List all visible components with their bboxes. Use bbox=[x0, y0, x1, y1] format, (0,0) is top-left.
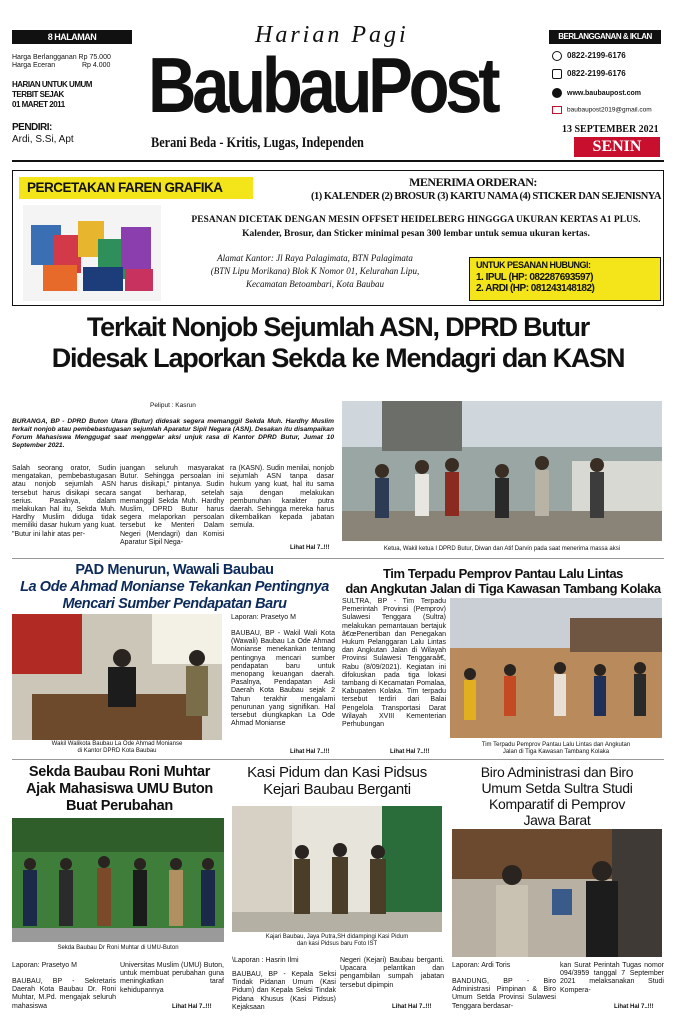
story6-reporter: Laporan: Ardi Toris bbox=[452, 962, 511, 969]
contact-2: 2. ARDI (HP: 081243148182) bbox=[476, 283, 595, 294]
ad-address-2: (BTN Lipu Morikana) Blok K Nomor 01, Kelurahan Lipu, bbox=[210, 266, 420, 276]
founder-label: PENDIRI: bbox=[12, 122, 52, 133]
story4-col-2: Universitas Muslim (UMU) Buton, untuk membuat perubahan guna meningkatkan taraf kehidupannya bbox=[120, 962, 224, 994]
ad-print-line-1: PESANAN DICETAK DENGAN MESIN OFFSET HEIDELBERG HINGGGA UKURAN KERTAS A1 PLUS. bbox=[191, 215, 641, 225]
story6-col-1: BANDUNG, BP - Biro Administrasi Pimpinan & Biro Umum Setda Provinsi Sulawesi Tenggara berdasar- bbox=[452, 978, 556, 1010]
newspaper-name bbox=[148, 38, 496, 133]
story6-headline-line-1: Biro Administrasi dan Biro bbox=[480, 764, 634, 780]
story4-caption: Sekda Baubau Dr Roni Muhtar di UMU-Buton bbox=[57, 945, 179, 951]
subscribe-label: BERLANGGANAN & IKLAN bbox=[549, 30, 661, 44]
story6-headline bbox=[450, 764, 664, 828]
story2-reporter: Laporan: Prasetyo M bbox=[231, 614, 296, 621]
daily-line-3: 01 MARET 2011 bbox=[12, 100, 65, 109]
story5-continued[interactable]: Lihat Hal 7..!!! bbox=[392, 1004, 432, 1010]
founder-name: Ardi, S.Si, Apt bbox=[12, 134, 74, 145]
email-row bbox=[552, 106, 652, 114]
masthead bbox=[0, 0, 681, 165]
orders-title: MENERIMA ORDERAN: bbox=[409, 175, 537, 189]
story5-reporter: \Laporan : Hasrin Ilmi bbox=[232, 957, 299, 964]
website[interactable]: www.baubaupost.com bbox=[567, 89, 642, 97]
globe-icon bbox=[552, 88, 562, 98]
story5-photo bbox=[232, 806, 442, 932]
product-photo bbox=[23, 205, 161, 301]
contact-1: 1. IPUL (HP: 082287693597) bbox=[476, 272, 593, 283]
story4-photo bbox=[12, 818, 224, 942]
story4-headline-line-1: Sekda Baubau Roni Muhtar bbox=[28, 764, 211, 780]
story5-headline-line-1: Kasi Pidum dan Kasi Pidsus bbox=[247, 764, 427, 781]
section-rule-2 bbox=[12, 759, 664, 760]
phone-icon bbox=[552, 69, 562, 79]
story2-continued[interactable]: Lihat Hal 7..!!! bbox=[290, 749, 330, 755]
lead-col-1: Salah seorang orator, Sudin mengatakan, pembebastugasan atau nonjob sejumlah ASN tersebut harus disikapi secara serius. Pasalnya, dalam melakukan hal itu, Sekda Muh. Hardhy Muslim diduga tidak memiliki dasar hukum yang kuat. "Butur ini lahir atas per- bbox=[12, 465, 116, 538]
story2-headline-line-1: PAD Menurun, Wawali Baubau bbox=[75, 562, 274, 578]
story2-caption-line-1: Wakil Walikota Baubau La Ode Ahmad Monianse bbox=[51, 741, 183, 747]
website-row bbox=[552, 88, 641, 98]
name-part-baubau: Baubau bbox=[148, 41, 369, 129]
retail-price-label: Harga Eceran bbox=[12, 62, 56, 69]
phone-row-2 bbox=[552, 69, 626, 79]
lead-continued[interactable]: Lihat Hal 7..!!! bbox=[290, 545, 330, 551]
story3-body: SULTRA, BP - Tim Terpadu Pemerintah Provinsi (Pemprov) Sulawesi Tenggara (Sultra) melakukan pemantauan bertajuk â€œPenertiban dan Penegakan Hukum Pelanggaran Lalu Lintas dan Angkutan Jalan di Wilayah Provinsi Sulawesi Tenggaraâ€, Rabu (8/09/2021). Kegiatan ini difokuskan pada tiga lokasi tambang di Kecamatan Pomalaa, Kabupaten Kolaka. Tim terpadu tersebut terdiri dari Balai Pengelola Transportasi Darat Wilayah XVIII Kementerian Perhubungan bbox=[342, 598, 446, 729]
lead-col-3: ra (KASN). Sudin menilai, nonjob sejumlah ASN tanpa dasar hukum yang kuat, hal itu sama saja dengan melakukan pembunuhan karakter putra daerah. Sehingga mereka harus dikembalikan kepada jabatan semula. bbox=[230, 465, 334, 530]
printing-ad bbox=[12, 170, 664, 306]
phone-1: 0822-2199-6176 bbox=[567, 51, 626, 61]
story5-col-2: Negeri (Kejari) Baubau berganti. Upacara pelantikan dan pengambilan sumpah jabatan tersebut dipimpin bbox=[340, 957, 444, 989]
ad-contact-box bbox=[469, 257, 661, 301]
issue-date: 13 SEPTEMBER 2021 bbox=[562, 124, 659, 135]
story2-photo bbox=[12, 614, 222, 740]
story4-headline-line-3: Buat Perubahan bbox=[66, 798, 173, 814]
story3-caption-line-2: Jalan di Tiga Kawasan Tambang Kolaka bbox=[502, 749, 610, 755]
story5-caption-line-1: Kajari Baubau, Jaya Putra,SH didampingi Kasi Pidum bbox=[265, 934, 409, 940]
retail-price-value: Rp 4.000 bbox=[82, 62, 111, 69]
section-rule-1 bbox=[12, 558, 664, 559]
lead-reporter: Peliput : Kasrun bbox=[150, 402, 196, 409]
story6-col-2: kan Surat Perintah Tugas nomor 094/3959 tanggal 7 September 2021 melaksanakan Studi Kompera- bbox=[560, 962, 664, 994]
email[interactable]: baubaupost2019@gmail.com bbox=[567, 106, 652, 114]
story3-headline-line-2: dan Angkutan Jalan di Tiga Kawasan Tambang Kolaka bbox=[345, 581, 661, 596]
story2-headline-line-2: La Ode Ahmad Monianse Tekankan Pentingnya bbox=[20, 579, 329, 595]
story5-caption bbox=[232, 934, 442, 948]
story3-photo bbox=[450, 598, 662, 738]
story6-headline-line-2: Umum Setda Sultra Studi bbox=[481, 780, 633, 796]
story4-continued[interactable]: Lihat Hal 7..!!! bbox=[172, 1004, 212, 1010]
story6-headline-line-3: Komparatif di Pemprov bbox=[488, 796, 626, 812]
ad-company-name: PERCETAKAN FAREN GRAFIKA bbox=[19, 177, 253, 199]
contact-title: UNTUK PESANAN HUBUNGI: bbox=[476, 260, 591, 270]
masthead-rule bbox=[12, 160, 664, 162]
story4-headline-line-2: Ajak Mahasiswa UMU Buton bbox=[26, 781, 213, 797]
lead-intro: BURANGA, BP - DPRD Buton Utara (Butur) didesak segera memanggil Sekda Muh. Hardhy Muslim terkait nonjob atau pembebastugasan sejumlah Aparatur Sipil Negara (ASN). Desakan itu disampaikan Forum Mahasiswa Menggugat saat menggelar aksi unjuk rasa di Kantor DPRD Butur, Jumat 10 September 2021. bbox=[12, 418, 334, 449]
lead-photo bbox=[342, 401, 662, 541]
lead-photo-caption: Ketua, Wakil ketua I DPRD Butur, Diwan dan Atif Darvin pada saat menerima massa aksi bbox=[383, 546, 621, 552]
page-count-badge: 8 HALAMAN bbox=[12, 30, 132, 44]
story3-continued[interactable]: Lihat Hal 7..!!! bbox=[390, 749, 430, 755]
ad-address-1: Alamat Kantor: Jl Raya Palagimata, BTN Palagimata bbox=[217, 253, 413, 263]
story6-continued[interactable]: Lihat Hal 7..!!! bbox=[614, 1004, 654, 1010]
story3-caption-line-1: Tim Terpadu Pemprov Pantau Lalu Lintas dan Angkutan bbox=[481, 742, 631, 748]
story3-caption bbox=[450, 742, 662, 756]
phone-row-1 bbox=[552, 51, 626, 61]
whatsapp-icon bbox=[552, 51, 562, 61]
story2-headline-line-3: Mencari Sumber Pendapatan Baru bbox=[62, 596, 287, 612]
daily-line-2: TERBIT SEJAK bbox=[12, 90, 64, 99]
story6-headline-line-4: Jawa Barat bbox=[523, 812, 591, 828]
lead-col-2: juangan seluruh masyarakat Butur. Sehingga persoalan ini harus disikapi," pintanya. Sudin sangat berharap, setelah memanggil Sekda Muh. Hardhy Muslim, DPRD Butur harus segera melaporkan persoalan tersebut ke Menteri Dalam Negeri (Mendagri) dan Komisi Aparatur Sipil Nega- bbox=[120, 465, 224, 546]
subscription-price: Harga Berlangganan Rp 75.000 bbox=[12, 54, 111, 61]
daily-line-1: HARIAN UNTUK UMUM bbox=[12, 80, 92, 89]
story4-reporter: Laporan: Prasetyo M bbox=[12, 962, 77, 969]
story2-body: BAUBAU, BP - Wakil Wali Kota (Wawali) Baubau La Ode Ahmad Monianse menekankan tentang pentingnya mencari sumber pendapatan baru untuk menopang keuangan daerah. Pasalnya, Pendapatan Asli Daerah Kota Baubau sejak 2 Tahun terakhir mengalami penurunan yang signifikan. Hal tersebut diungkapkan La Ode Ahmad Monianse bbox=[231, 630, 335, 728]
lead-headline-line-2: Didesak Laporkan Sekda ke Mendagri dan KASN bbox=[51, 343, 625, 373]
story5-headline bbox=[230, 764, 444, 798]
story4-col-1: BAUBAU, BP - Sekretaris Daerah Kota Baubau Dr. Roni Muhtar, M.Pd. mengajak seluruh mahasiswa bbox=[12, 978, 116, 1010]
phone-2: 0822-2199-6176 bbox=[567, 69, 626, 79]
story3-headline-line-1: Tim Terpadu Pemprov Pantau Lalu Lintas bbox=[382, 566, 624, 581]
story3-headline bbox=[342, 566, 664, 596]
story5-col-1: BAUBAU, BP - Kepala Seksi Tindak Pidanan Umum (Kasi Pidum) dan Kepala Seksi Tindak Pidana Khusus (Kasi Pidsus) Kejaksaan bbox=[232, 971, 336, 1011]
story2-caption-line-2: di Kantor DPRD Kota Baubau bbox=[77, 748, 157, 754]
story5-caption-line-2: dan kasi Pidsus baru Foto IST bbox=[296, 941, 378, 947]
name-part-post: Post bbox=[368, 41, 497, 129]
story2-headline bbox=[12, 562, 337, 613]
story5-headline-line-2: Kejari Baubau Berganti bbox=[263, 781, 411, 798]
lead-headline bbox=[12, 312, 664, 374]
issue-day: SENIN bbox=[574, 137, 660, 157]
story6-photo bbox=[452, 829, 662, 957]
ad-address-3: Kecamatan Betoambari, Kota Baubau bbox=[246, 279, 384, 289]
slogan: Berani Beda - Kritis, Lugas, Independen bbox=[151, 135, 364, 151]
ad-print-line-2: Kalender, Brosur, dan Sticker minimal pesan 300 lembar untuk semua ukuran kertas. bbox=[242, 229, 590, 239]
story4-headline bbox=[12, 764, 227, 815]
story2-caption bbox=[12, 741, 222, 755]
tagline-top: Harian Pagi bbox=[255, 22, 409, 48]
orders-list: (1) KALENDER (2) BROSUR (3) KARTU NAMA (4) STICKER DAN SEJENISNYA bbox=[310, 191, 661, 202]
lead-headline-line-1: Terkait Nonjob Sejumlah ASN, DPRD Butur bbox=[86, 312, 590, 342]
mail-icon bbox=[552, 106, 562, 114]
